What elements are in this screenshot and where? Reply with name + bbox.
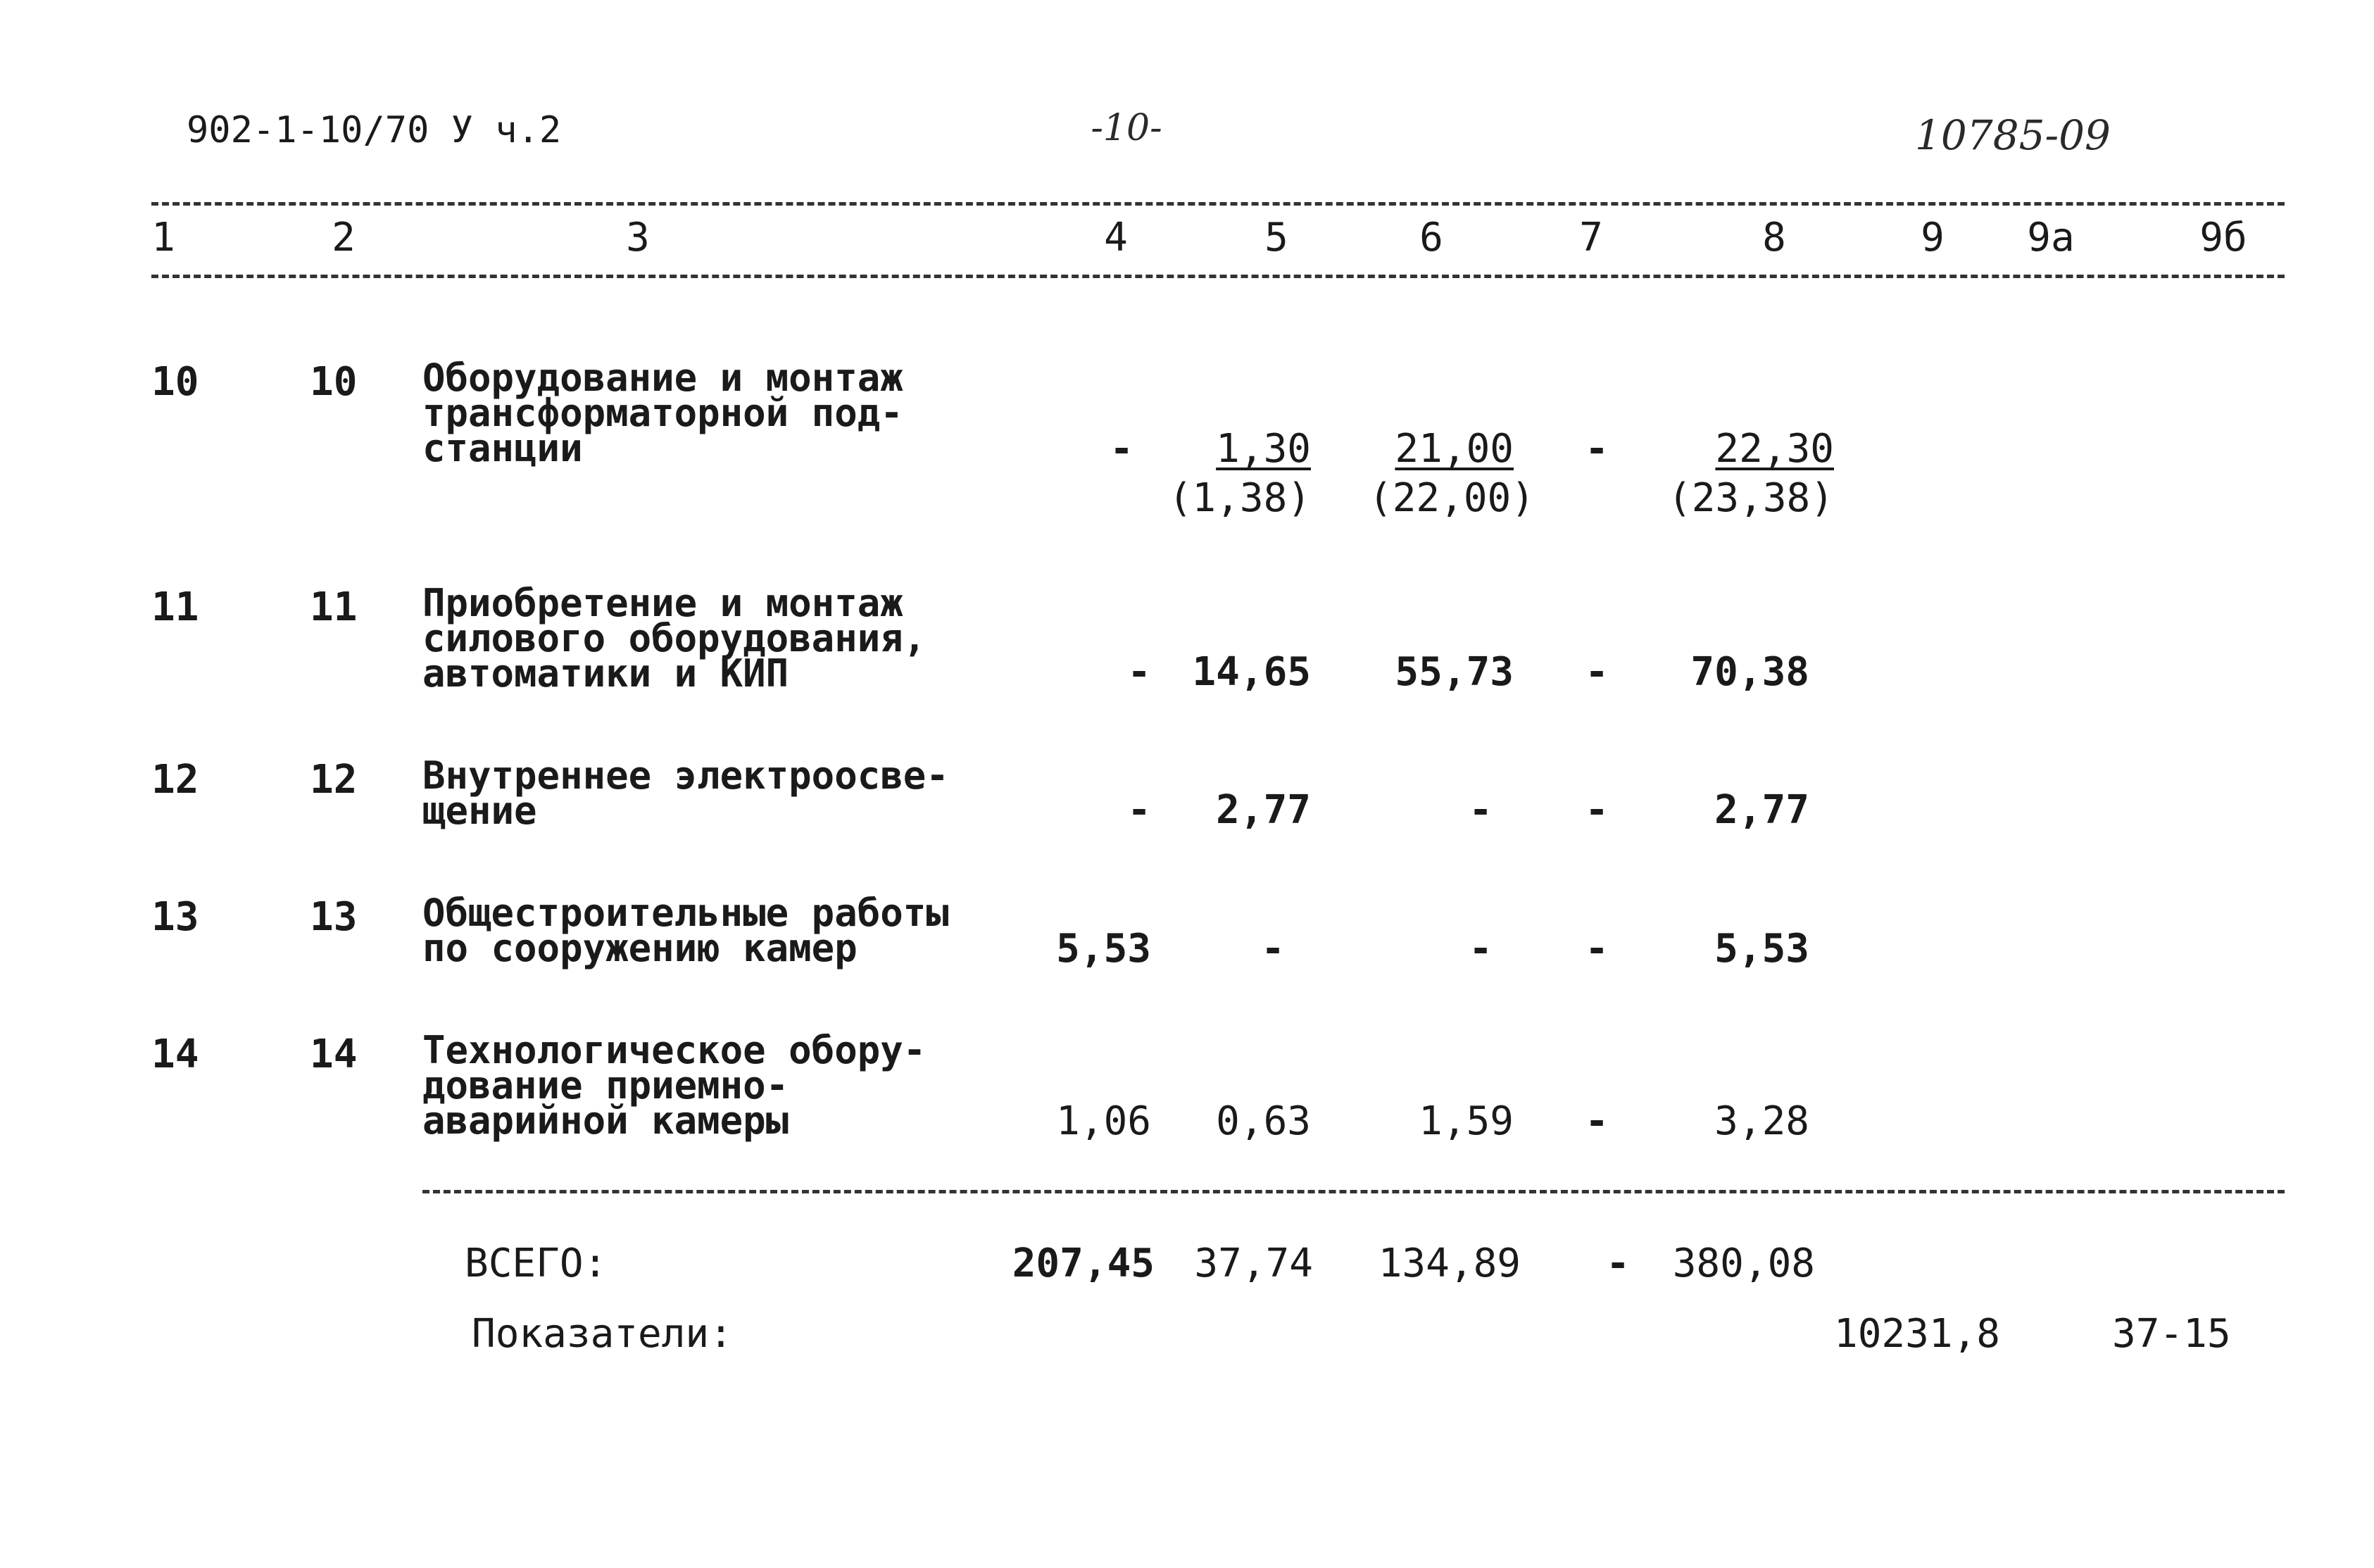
cell-col4: - (1127, 787, 1151, 833)
cell-col7: - (1585, 926, 1609, 972)
row-number: 14 (151, 1031, 199, 1077)
cell-col5-note: (1,38) (1168, 475, 1311, 521)
row-number: 10 (151, 359, 199, 405)
row-name-line: Приобретение и монтаж (422, 581, 903, 625)
total-col4: 207,45 (1012, 1241, 1155, 1286)
indicator-col9: 10231,8 (1834, 1311, 2001, 1357)
cell-col6-note: (22,00) (1368, 475, 1535, 521)
header-top-rule (151, 202, 2285, 206)
cell-col5: - (1261, 926, 1285, 972)
col-header-9: 9 (1921, 215, 1945, 261)
row-name-line: автоматики и КИП (422, 651, 789, 696)
total-label: ВСЕГО: (465, 1241, 608, 1286)
totals-rule (422, 1190, 2285, 1193)
row-name-line: силового оборудования, (422, 616, 927, 660)
col-header-7: 7 (1579, 215, 1603, 261)
cell-col5: 2,77 (1216, 787, 1311, 833)
inventory-number: 10785-09 (1915, 111, 2111, 159)
row-name-line: Внутреннее электроосве- (422, 753, 949, 798)
row-position: 10 (310, 359, 358, 405)
row-name-line: дование приемно- (422, 1063, 789, 1108)
header-bottom-rule (151, 275, 2285, 278)
cell-col5: 1,30 (1216, 426, 1311, 472)
cell-col5: 0,63 (1216, 1098, 1311, 1144)
cell-col7: - (1585, 426, 1609, 472)
indicators-label: Показатели: (472, 1311, 733, 1357)
row-number: 12 (151, 757, 199, 803)
cell-col4: 5,53 (1056, 926, 1151, 972)
cell-col4: - (1127, 649, 1151, 695)
cell-col8-note: (23,38) (1667, 475, 1834, 521)
total-col8: 380,08 (1672, 1241, 1815, 1286)
total-col6: 134,89 (1378, 1241, 1521, 1286)
cell-col6: 21,00 (1395, 426, 1514, 472)
row-name-line: аварийной камеры (422, 1098, 789, 1143)
col-header-8: 8 (1762, 215, 1786, 261)
total-col5: 37,74 (1194, 1241, 1313, 1286)
cell-col6: - (1469, 787, 1493, 833)
col-header-6: 6 (1419, 215, 1443, 261)
cell-col8: 22,30 (1715, 426, 1834, 472)
row-position: 13 (310, 894, 358, 940)
cell-col8: 2,77 (1714, 787, 1809, 833)
row-position: 11 (310, 584, 358, 630)
row-name-line: трансформаторной под- (422, 391, 903, 435)
row-position: 14 (310, 1031, 358, 1077)
cell-col7: - (1585, 787, 1609, 833)
cell-col6: - (1469, 926, 1493, 972)
cell-col6: 1,59 (1419, 1098, 1514, 1144)
cell-col4: - (1110, 426, 1133, 472)
cell-col4: 1,06 (1056, 1098, 1151, 1144)
col-header-9a: 9а (2027, 215, 2075, 261)
cell-col7: - (1585, 1098, 1609, 1144)
row-name-line: по сооружению камер (422, 926, 858, 970)
cell-col8: 70,38 (1690, 649, 1809, 695)
cell-col6: 55,73 (1395, 649, 1514, 695)
indicator-col9b: 37-15 (2112, 1311, 2231, 1357)
row-name-line: Технологическое обору- (422, 1028, 927, 1072)
total-col7: - (1606, 1241, 1630, 1286)
row-name-line: щение (422, 789, 537, 833)
row-name-line: Оборудование и монтаж (422, 356, 903, 400)
row-position: 12 (310, 757, 358, 803)
row-number: 13 (151, 894, 199, 940)
cell-col8: 5,53 (1714, 926, 1809, 972)
row-name-line: Общестроительные работы (422, 891, 949, 935)
cell-col5: 14,65 (1192, 649, 1311, 695)
cell-col8: 3,28 (1714, 1098, 1809, 1144)
col-header-1: 1 (151, 215, 175, 261)
document-code: 902-1-10/70 У ч.2 (187, 109, 562, 151)
page-number: -10- (1091, 107, 1162, 149)
row-number: 11 (151, 584, 199, 630)
col-header-2: 2 (332, 215, 356, 261)
cell-col7: - (1585, 649, 1609, 695)
row-name-line: станции (422, 426, 583, 470)
col-header-4: 4 (1104, 215, 1128, 261)
col-header-9b: 9б (2199, 215, 2247, 261)
col-header-3: 3 (626, 215, 650, 261)
col-header-5: 5 (1264, 215, 1288, 261)
